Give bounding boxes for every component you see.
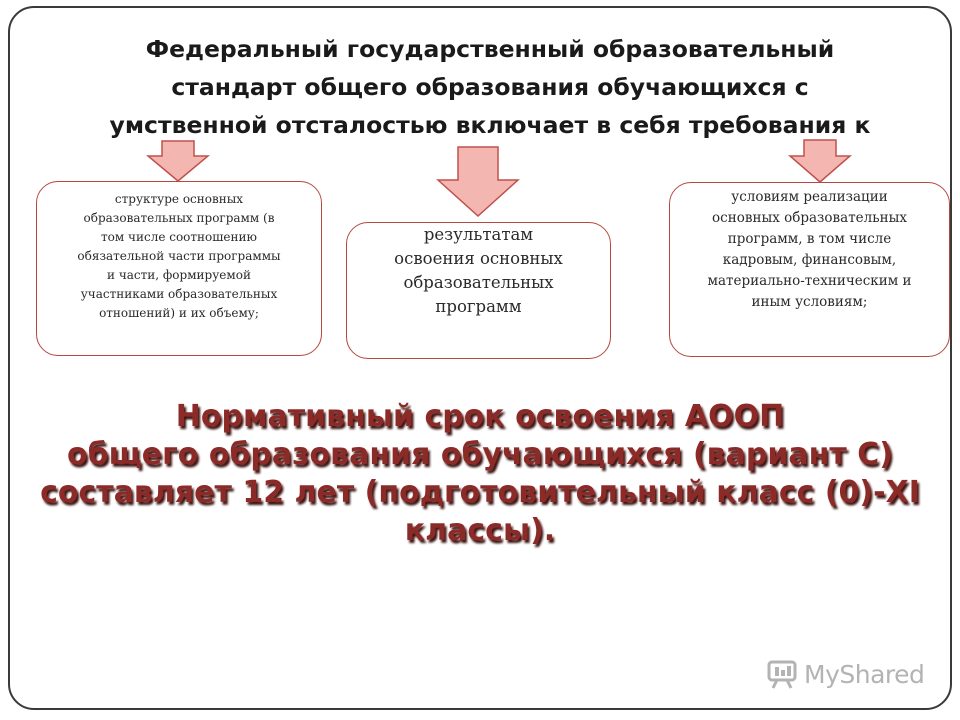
arrow-down-right-icon <box>788 139 852 183</box>
term-statement: Нормативный срок освоения АООП общего образования обучающихся (вариант С) составляет 12 лет (подготовительный класс (0)-XI классы). <box>40 399 920 548</box>
slide-title: Федеральный государственный образовательный стандарт общего образования обучающихся с умственной отсталостью включает в себя требования к <box>109 35 871 139</box>
requirement-box-structure <box>36 181 322 356</box>
presentation-board-icon <box>766 658 798 690</box>
requirement-box-structure-text: структуре основных образовательных программ (в том числе соотношению обязательной части программы и части, формируемой участниками образовательных отношений) и их объему; <box>77 192 281 320</box>
watermark-logo <box>766 657 924 691</box>
requirement-box-conditions <box>669 182 950 357</box>
arrow-down-center-icon <box>436 146 520 218</box>
requirement-box-conditions-text: условиям реализации основных образовательных программ, в том числе кадровым, финансовым, материально-техническим и иным условиям; <box>707 189 912 310</box>
requirement-box-results-text: результатам освоения основных образовательных программ <box>394 225 563 316</box>
watermark-text: MyShared <box>804 659 925 689</box>
requirement-box-results <box>346 222 611 359</box>
arrow-down-left-icon <box>146 140 210 182</box>
